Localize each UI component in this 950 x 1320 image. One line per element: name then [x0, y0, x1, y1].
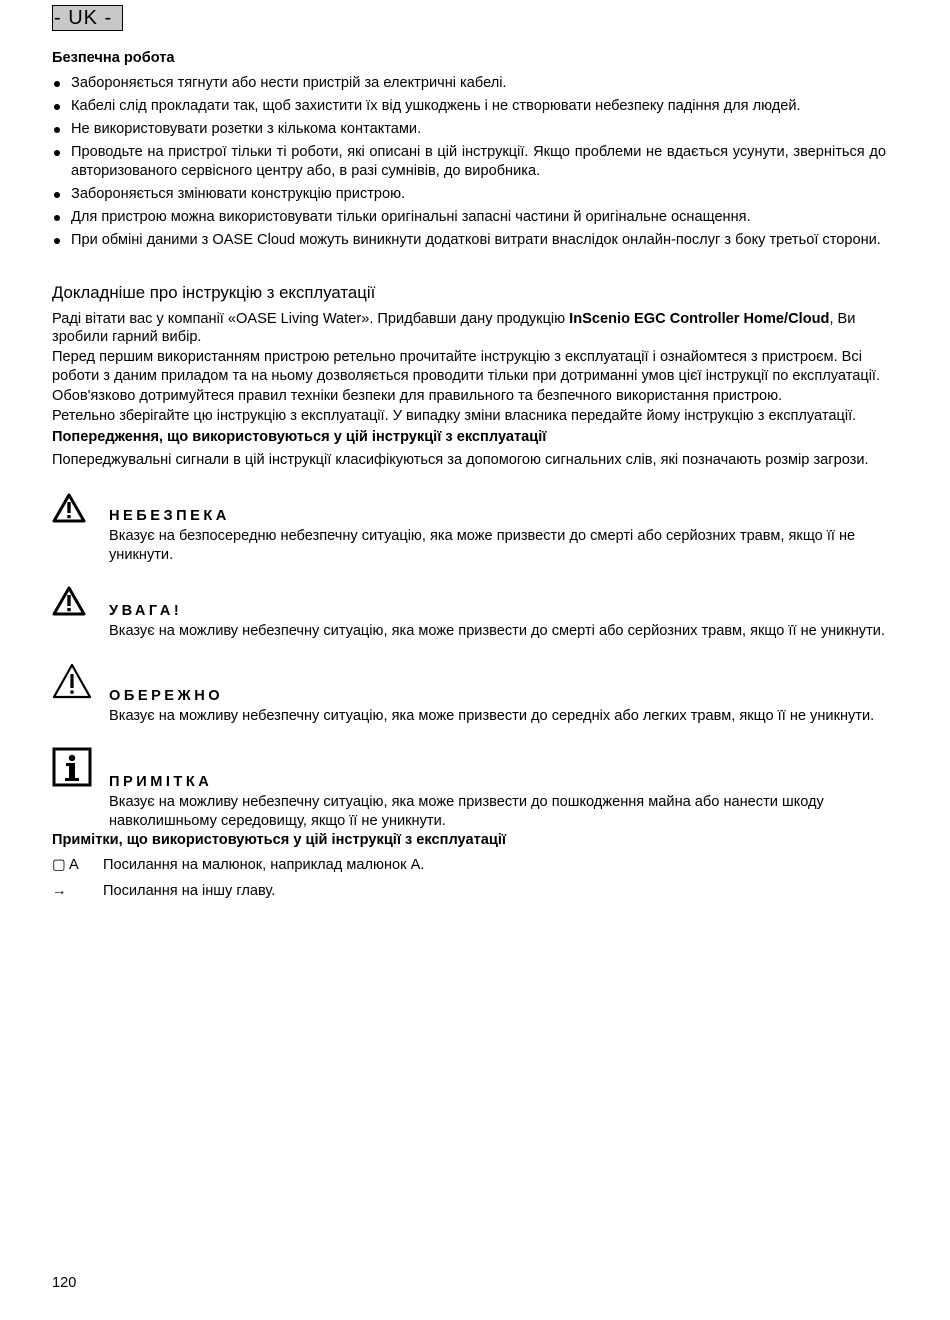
signal-word: УВАГА! [109, 603, 183, 620]
arrow-right-icon: → [52, 883, 67, 900]
warnings-heading: Попередження, що використовуються у цій інструкції з експлуатації [52, 428, 547, 445]
note-text: Посилання на іншу главу. [103, 883, 276, 900]
signal-word: НЕБЕЗПЕКА [109, 508, 230, 525]
signal-caution [52, 663, 886, 726]
signal-word: ПРИМІТКА [109, 774, 213, 791]
signal-note [52, 747, 886, 830]
warning-triangle-icon [52, 586, 86, 616]
intro-prefix: Раді вітати вас у компанії «OASE Living Water». Придбавши дану продукцію [52, 310, 570, 327]
safety-rules-paragraph: Обов'язково дотримуйтеся правил техніки безпеки для правильного та безпечного використання пристрою. [52, 387, 783, 404]
caution-triangle-icon [52, 663, 92, 699]
manual-intro [52, 310, 886, 426]
safety-list [52, 74, 886, 250]
list-item: Не використовувати розетки з кількома контактами. [52, 120, 886, 139]
product-name: InScenio EGC Controller Home/Cloud [569, 310, 830, 327]
signal-text: Вказує на можливу небезпечну ситуацію, яка може призвести до середніх або легких травм, якщо її не уникнути. [109, 707, 875, 724]
list-item: Кабелі слід прокладати так, щоб захистити їх від ушкоджень і не створювати небезпеку падіння для людей. [52, 97, 886, 116]
list-item: Проводьте на пристрої тільки ті роботи, які описані в цій інструкції. Якщо проблеми не вдається усунути, зверніться до авторизованого сервісного центру або, в разі сумнівів, до виробника. [52, 143, 886, 180]
intro-paragraph [52, 310, 886, 347]
signal-danger [52, 491, 886, 564]
list-item: Забороняється змінювати конструкцію пристрою. [52, 185, 886, 204]
list-item: Для пристрою можна використовувати тільки оригінальні запасні частини й оригінальне оснащення. [52, 208, 886, 227]
intro-suffix: , Ви зробили гарний вибір. [52, 310, 856, 346]
list-item [52, 882, 886, 908]
signal-text: Вказує на безпосередню небезпечну ситуацію, яка може призвести до смерті або серйозних травм, якщо її не уникнути. [109, 528, 856, 563]
note-text: Посилання на малюнок, наприклад малюнок А. [103, 857, 425, 874]
signal-warning [52, 586, 886, 641]
list-item: Забороняється тягнути або нести пристрій за електричні кабелі. [52, 74, 886, 93]
page-content [52, 48, 886, 908]
figure-reference-icon: ▢ A [52, 857, 79, 874]
safety-heading: Безпечна робота [52, 50, 175, 66]
page-number: 120 [52, 1275, 77, 1291]
warning-triangle-icon [52, 493, 86, 523]
info-icon [52, 747, 92, 787]
read-manual-paragraph: Перед першим використанням пристрою ретельно прочитайте інструкцію з експлуатації і ознайомтеся з пристроєм. Всі роботи з даним приладом та на ньому дозволяється проводити тільки при дотриманні умов цієї інструкції по експлуатації. [52, 349, 881, 384]
keep-manual-paragraph: Ретельно зберігайте цю інструкцію з експлуатації. У випадку зміни власника передайте йому інструкцію з експлуатації. [52, 407, 857, 424]
language-tag: - UK - [52, 5, 123, 31]
notes-heading: Примітки, що використовуються у цій інструкції з експлуатації [52, 832, 506, 849]
warnings-description: Попереджувальні сигнали в цій інструкції класифікуються за допомогою сигнальних слів, які позначають розмір загрози. [52, 451, 869, 468]
manual-heading: Докладніше про інструкцію з експлуатації [52, 282, 376, 302]
signal-text: Вказує на можливу небезпечну ситуацію, яка може призвести до смерті або серйозних травм, якщо її не уникнути. [109, 623, 885, 640]
signal-text: Вказує на можливу небезпечну ситуацію, яка може призвести до пошкодження майна або нанести шкоду навколишньому середовищу, якщо її не уникнути. [109, 794, 824, 829]
notes-list [52, 856, 886, 908]
list-item [52, 856, 886, 882]
list-item: При обміні даними з OASE Cloud можуть виникнути додаткові витрати внаслідок онлайн-послуг з боку третьої сторони. [52, 231, 886, 250]
signal-word: ОБЕРЕЖНО [109, 687, 224, 704]
